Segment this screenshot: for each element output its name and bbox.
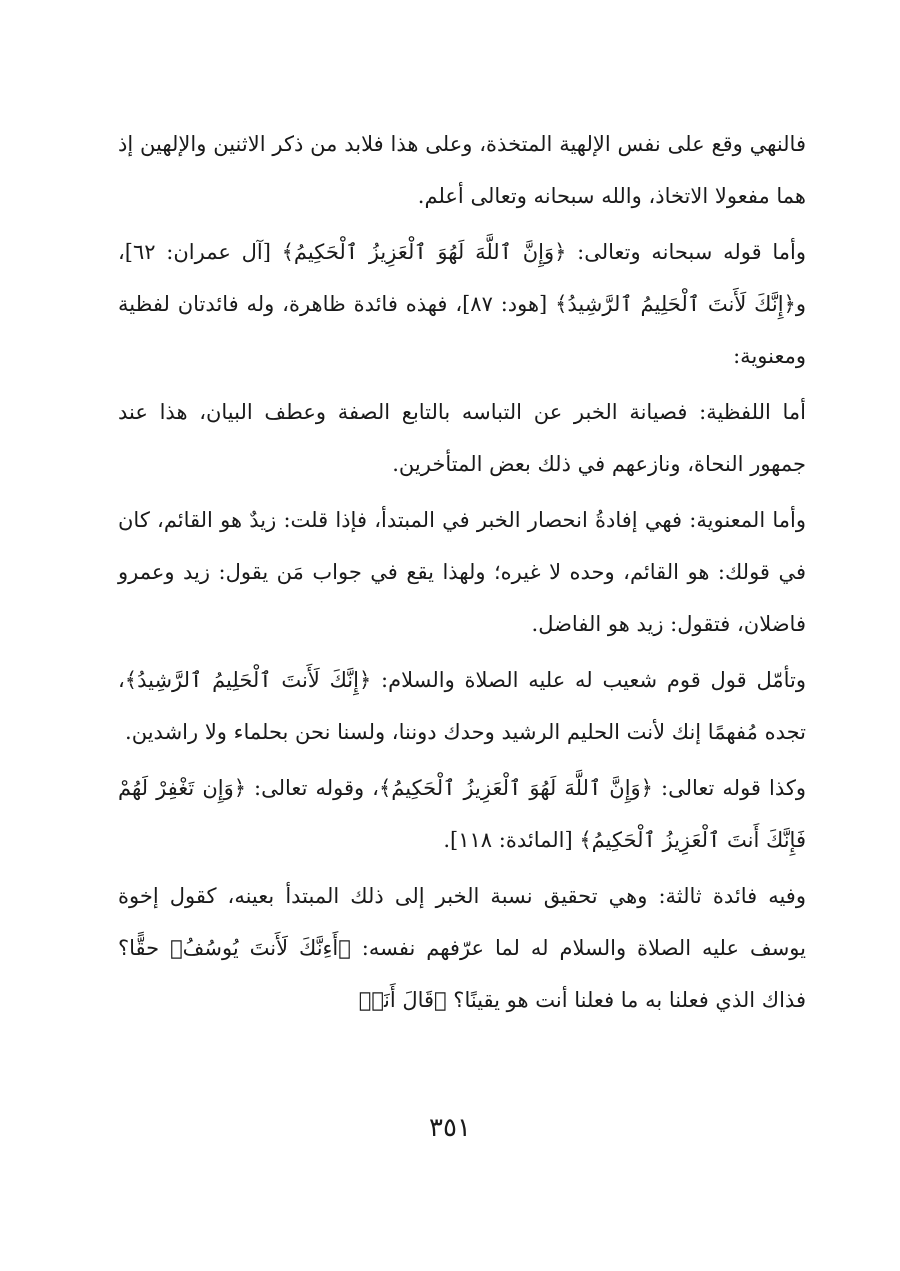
body-text xyxy=(118,118,806,1030)
paragraph-6: وكذا قوله تعالى: ﴿وَإِنَّ ٱللَّهَ لَهُوَ ٱلْعَزِيزُ ٱلْحَكِيمُ﴾، وقوله تعالى: ﴿وَإِن تَغْفِرْ لَهُمْ فَإِنَّكَ أَنتَ ٱلْعَزِيزُ ٱلْحَكِيمُ﴾ [المائدة: ١١٨]. xyxy=(118,776,806,852)
paragraph-4: وأما المعنوية: فهي إفادةُ انحصار الخبر في المبتدأ، فإذا قلت: زيدٌ هو القائم، كان في قولك: هو القائم، وحده لا غيره؛ ولهذا يقع في جواب مَن يقول: زيد وعمرو فاضلان، فتقول: زيد هو الفاضل. xyxy=(118,508,806,636)
paragraph-1: فالنهي وقع على نفس الإلهية المتخذة، وعلى هذا فلابد من ذكر الاثنين والإلهين إذ هما مفعولا الاتخاذ، والله سبحانه وتعالى أعلم. xyxy=(118,132,806,208)
paragraph-2: وأما قوله سبحانه وتعالى: ﴿وَإِنَّ ٱللَّهَ لَهُوَ ٱلْعَزِيزُ ٱلْحَكِيمُ﴾ [آل عمران: ٦٢]، و﴿إِنَّكَ لَأَنتَ ٱلْحَلِيمُ ٱلرَّشِيدُ﴾ [هود: ٨٧]، فهذه فائدة ظاهرة، وله فائدتان لفظية ومعنوية: xyxy=(118,240,806,368)
paragraph-5: وتأمّل قول قوم شعيب له عليه الصلاة والسلام: ﴿إِنَّكَ لَأَنتَ ٱلْحَلِيمُ ٱلرَّشِيدُ﴾، تجده مُفهمًا إنك لأنت الحليم الرشيد وحدك دوننا، ولسنا نحن بحلماء ولا راشدين. xyxy=(118,668,806,744)
page-number: ٣٥١ xyxy=(429,1113,471,1143)
paragraph-7: وفيه فائدة ثالثة: وهي تحقيق نسبة الخبر إلى ذلك المبتدأ بعينه، كقول إخوة يوسف عليه الصلاة والسلام له لما عرّفهم نفسه: ﴿أَءِنَّكَ لَأَنتَ يُوسُفُ﴾ حقًّا؟ فذاك الذي فعلنا به ما فعلنا أنت هو يقينًا؟ ﴿قَالَ أَنَا۠ xyxy=(118,884,806,1012)
paragraph-3: أما اللفظية: فصيانة الخبر عن التباسه بالتابع الصفة وعطف البيان، هذا عند جمهور النحاة، ونازعهم في ذلك بعض المتأخرين. xyxy=(118,400,806,476)
